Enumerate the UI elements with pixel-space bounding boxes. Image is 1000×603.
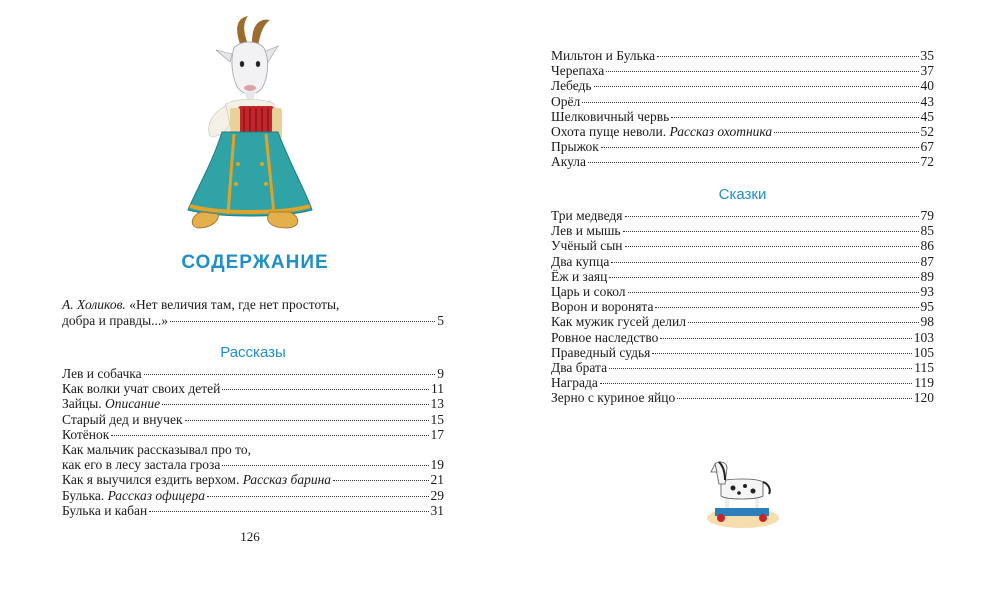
toc-entry [551,238,934,253]
toc-entry-text: Праведный судья [551,344,651,360]
toc-entry-text: Лебедь [551,78,592,94]
leader-dots [162,404,428,405]
toc-entry-text: как его в лесу застала гроза [62,457,221,473]
toc-entry-title [62,442,251,457]
toc-entry-text: Царь и сокол [551,284,626,300]
toc-entry-text: Два купца [551,253,610,269]
toc-entry [551,154,934,169]
toc-entry-title [551,299,653,314]
toc-entry-text: Как мальчик рассказывал про то, [62,442,251,458]
toc-entry-page: 103 [913,329,934,345]
toc-entry [62,503,444,518]
toc-entry-page: 52 [920,124,934,140]
toc-entry-text: Как волки учат своих детей [62,381,221,397]
toc-entry-text: Учёный сын [551,238,623,254]
leader-dots [149,511,428,512]
leader-dots [625,216,919,217]
leader-dots [601,147,919,148]
toc-entry-text: Лев и мышь [551,223,621,239]
right-page [500,0,1000,603]
toc-entry [551,330,934,345]
intro-page: 5 [437,313,444,328]
toc-entry [62,488,444,503]
toc-entry-page: 115 [914,360,934,376]
toc-entry-page: 17 [430,426,444,442]
toc-entry [62,472,444,487]
toc-entry-page: 105 [913,344,934,360]
leader-dots [774,132,918,133]
toc-entry-title [551,314,686,329]
toc-entry-title [551,78,592,93]
toc-entry-title [62,427,109,442]
toc-entry-title [62,457,220,472]
leader-dots [111,435,428,436]
toc-entry-text: Орёл [551,93,581,109]
toc-entry [62,457,444,472]
leader-dots [688,322,919,323]
toc-entry-text: Старый дед и внучек [62,411,183,427]
toc-entry-text: Ёж и заяц [551,268,608,284]
toc-entry-title [62,503,147,518]
toc-entry-subtitle: Описание [105,396,161,412]
leader-dots [628,292,919,293]
section-title-tales: Сказки [718,186,767,203]
toc-entry-text: Три медведя [551,208,623,223]
leader-dots [677,398,912,399]
contents-title: СОДЕРЖАНИЕ [181,252,329,273]
toc-entry-title [551,109,669,124]
toc-entry-title [551,390,675,405]
toc-entry-title [551,345,650,360]
leader-dots [652,353,911,354]
toc-entry-title [551,360,607,375]
toc-entry-title [551,375,598,390]
toc-entry-text: Награда [551,375,598,391]
intro-quote-start: «Нет величия там, где нет простоты, [129,297,340,312]
toc-entry [551,139,934,154]
toc-entry-page: 13 [430,396,444,412]
toc-entry-page: 15 [430,411,444,427]
leader-dots [606,71,918,72]
toc-entry-title [551,94,580,109]
toc-entry-title [551,330,658,345]
toc-entry-page: 87 [920,253,934,269]
page-number: 126 [240,529,260,544]
toc-entry-text: Черепаха [551,63,605,79]
toc-entry-text: Булька. [62,487,108,503]
leader-dots [170,321,435,322]
toc-entry-page: 67 [920,139,934,155]
toc-entry-title [551,208,623,223]
toc-entry-title [551,63,604,78]
toc-entry-page: 95 [920,299,934,315]
leader-dots [588,162,918,163]
toc-entry-page: 120 [913,390,934,406]
leader-dots [582,102,918,103]
toc-entry-page: 9 [437,366,444,381]
toc-entry-page: 93 [920,284,934,300]
toc-entry-page: 37 [920,63,934,79]
toc-entry [551,63,934,78]
toc-entry-title [62,412,183,427]
toc-entry [551,269,934,284]
toc-entry-page: 86 [920,238,934,254]
toc-entry-title [62,366,142,381]
section-title-stories: Рассказы [220,344,286,361]
toc-entry [551,284,934,299]
leader-dots [222,465,428,466]
toc-entry-text: Два брата [551,360,608,376]
toc-entry [551,208,934,223]
toc-entry-text: Как мужик гусей делил [551,314,686,330]
toc-entry-text: Лев и собачка [62,366,142,381]
toc-entry-page: 119 [914,375,934,391]
toc-entry [551,124,934,139]
toc-entry-title [551,48,655,63]
toc-entry-title [551,154,586,169]
toc-entry-text: Ворон и воронята [551,299,654,315]
toc-entry [62,412,444,427]
toc-entry-page: 35 [920,48,934,63]
toc-entry [62,381,444,396]
toc-entry-title [551,238,623,253]
toc-entry-title [551,223,621,238]
leader-dots [671,117,918,118]
toc-entry [62,366,444,381]
leader-dots [625,246,919,247]
toc-entry [62,442,444,457]
intro-quote-end: добра и правды...» [62,313,169,328]
leader-dots [185,420,429,421]
leader-dots [333,480,428,481]
toc-entry [551,78,934,93]
toc-entry-text: Мильтон и Булька [551,48,656,63]
toc-entry [551,390,934,405]
toc-entry [551,360,934,375]
intro-line-2 [62,313,444,329]
leader-dots [600,383,912,384]
toc-entry-text: Зайцы. [62,396,106,412]
toc-entry-title [551,139,599,154]
toc-entry [551,299,934,314]
leader-dots [207,496,428,497]
toc-entry-text: Котёнок [62,426,110,442]
stories-list-continued [551,48,934,170]
toc-entry-title [62,381,220,396]
toc-entry-page: 40 [920,78,934,94]
leader-dots [623,231,919,232]
toc-entry-subtitle: Рассказ барина [242,472,332,488]
leader-dots [609,277,918,278]
toc-entry-page: 45 [920,108,934,124]
leader-dots [594,86,919,87]
toc-entry-title [62,472,331,487]
toc-entry-title [551,124,772,139]
toc-entry-title [551,269,607,284]
toc-entry-text: Прыжок [551,139,599,155]
intro-entry [62,297,444,329]
toc-entry-text: Ровное наследство [551,329,659,345]
toc-entry-page: 29 [430,487,444,503]
toc-entry-subtitle: Рассказ охотника [669,124,773,140]
leader-dots [222,389,429,390]
toc-entry [551,254,934,269]
toc-entry-page: 89 [920,268,934,284]
toc-entry [551,375,934,390]
toc-entry [551,109,934,124]
toc-entry [62,396,444,411]
toc-entry [62,427,444,442]
toc-entry-text: Охота пуще неволи. [551,124,670,140]
toc-entry-text: Шелковичный червь [551,108,670,124]
toc-entry-page: 11 [431,381,444,397]
toc-entry-text: Булька и кабан [62,502,148,518]
toc-entry-page: 79 [920,208,934,223]
toc-entry-page: 19 [430,457,444,473]
leader-dots [657,56,918,57]
toc-entry-title [551,284,626,299]
toc-entry-subtitle: Рассказ офицера [107,487,206,503]
toc-entry-page: 72 [920,154,934,170]
toc-entry [551,94,934,109]
toc-entry-page: 85 [920,223,934,239]
goat-accordion-illustration [178,14,318,232]
toc-entry-page: 21 [430,472,444,488]
toc-entry-page: 43 [920,93,934,109]
leader-dots [609,368,912,369]
toc-entry [551,314,934,329]
toc-entry-page: 98 [920,314,934,330]
stories-list [62,366,444,518]
toc-entry-title [62,396,160,411]
leader-dots [660,338,911,339]
toc-entry-title [551,254,609,269]
intro-line-1 [62,297,444,313]
toy-horse-illustration [705,458,781,530]
leader-dots [655,307,918,308]
intro-author: А. Холиков. [62,297,126,312]
toc-entry [551,223,934,238]
leader-dots [611,262,918,263]
toc-entry [551,48,934,63]
toc-entry-text: Зерно с куриное яйцо [551,390,676,406]
toc-entry-page: 31 [430,502,444,518]
toc-entry-text: Акула [551,154,587,170]
toc-entry-title [62,488,205,503]
toc-entry-text: Как я выучился ездить верхом. [62,472,243,488]
leader-dots [144,374,436,375]
tales-list [551,208,934,406]
toc-entry [551,345,934,360]
